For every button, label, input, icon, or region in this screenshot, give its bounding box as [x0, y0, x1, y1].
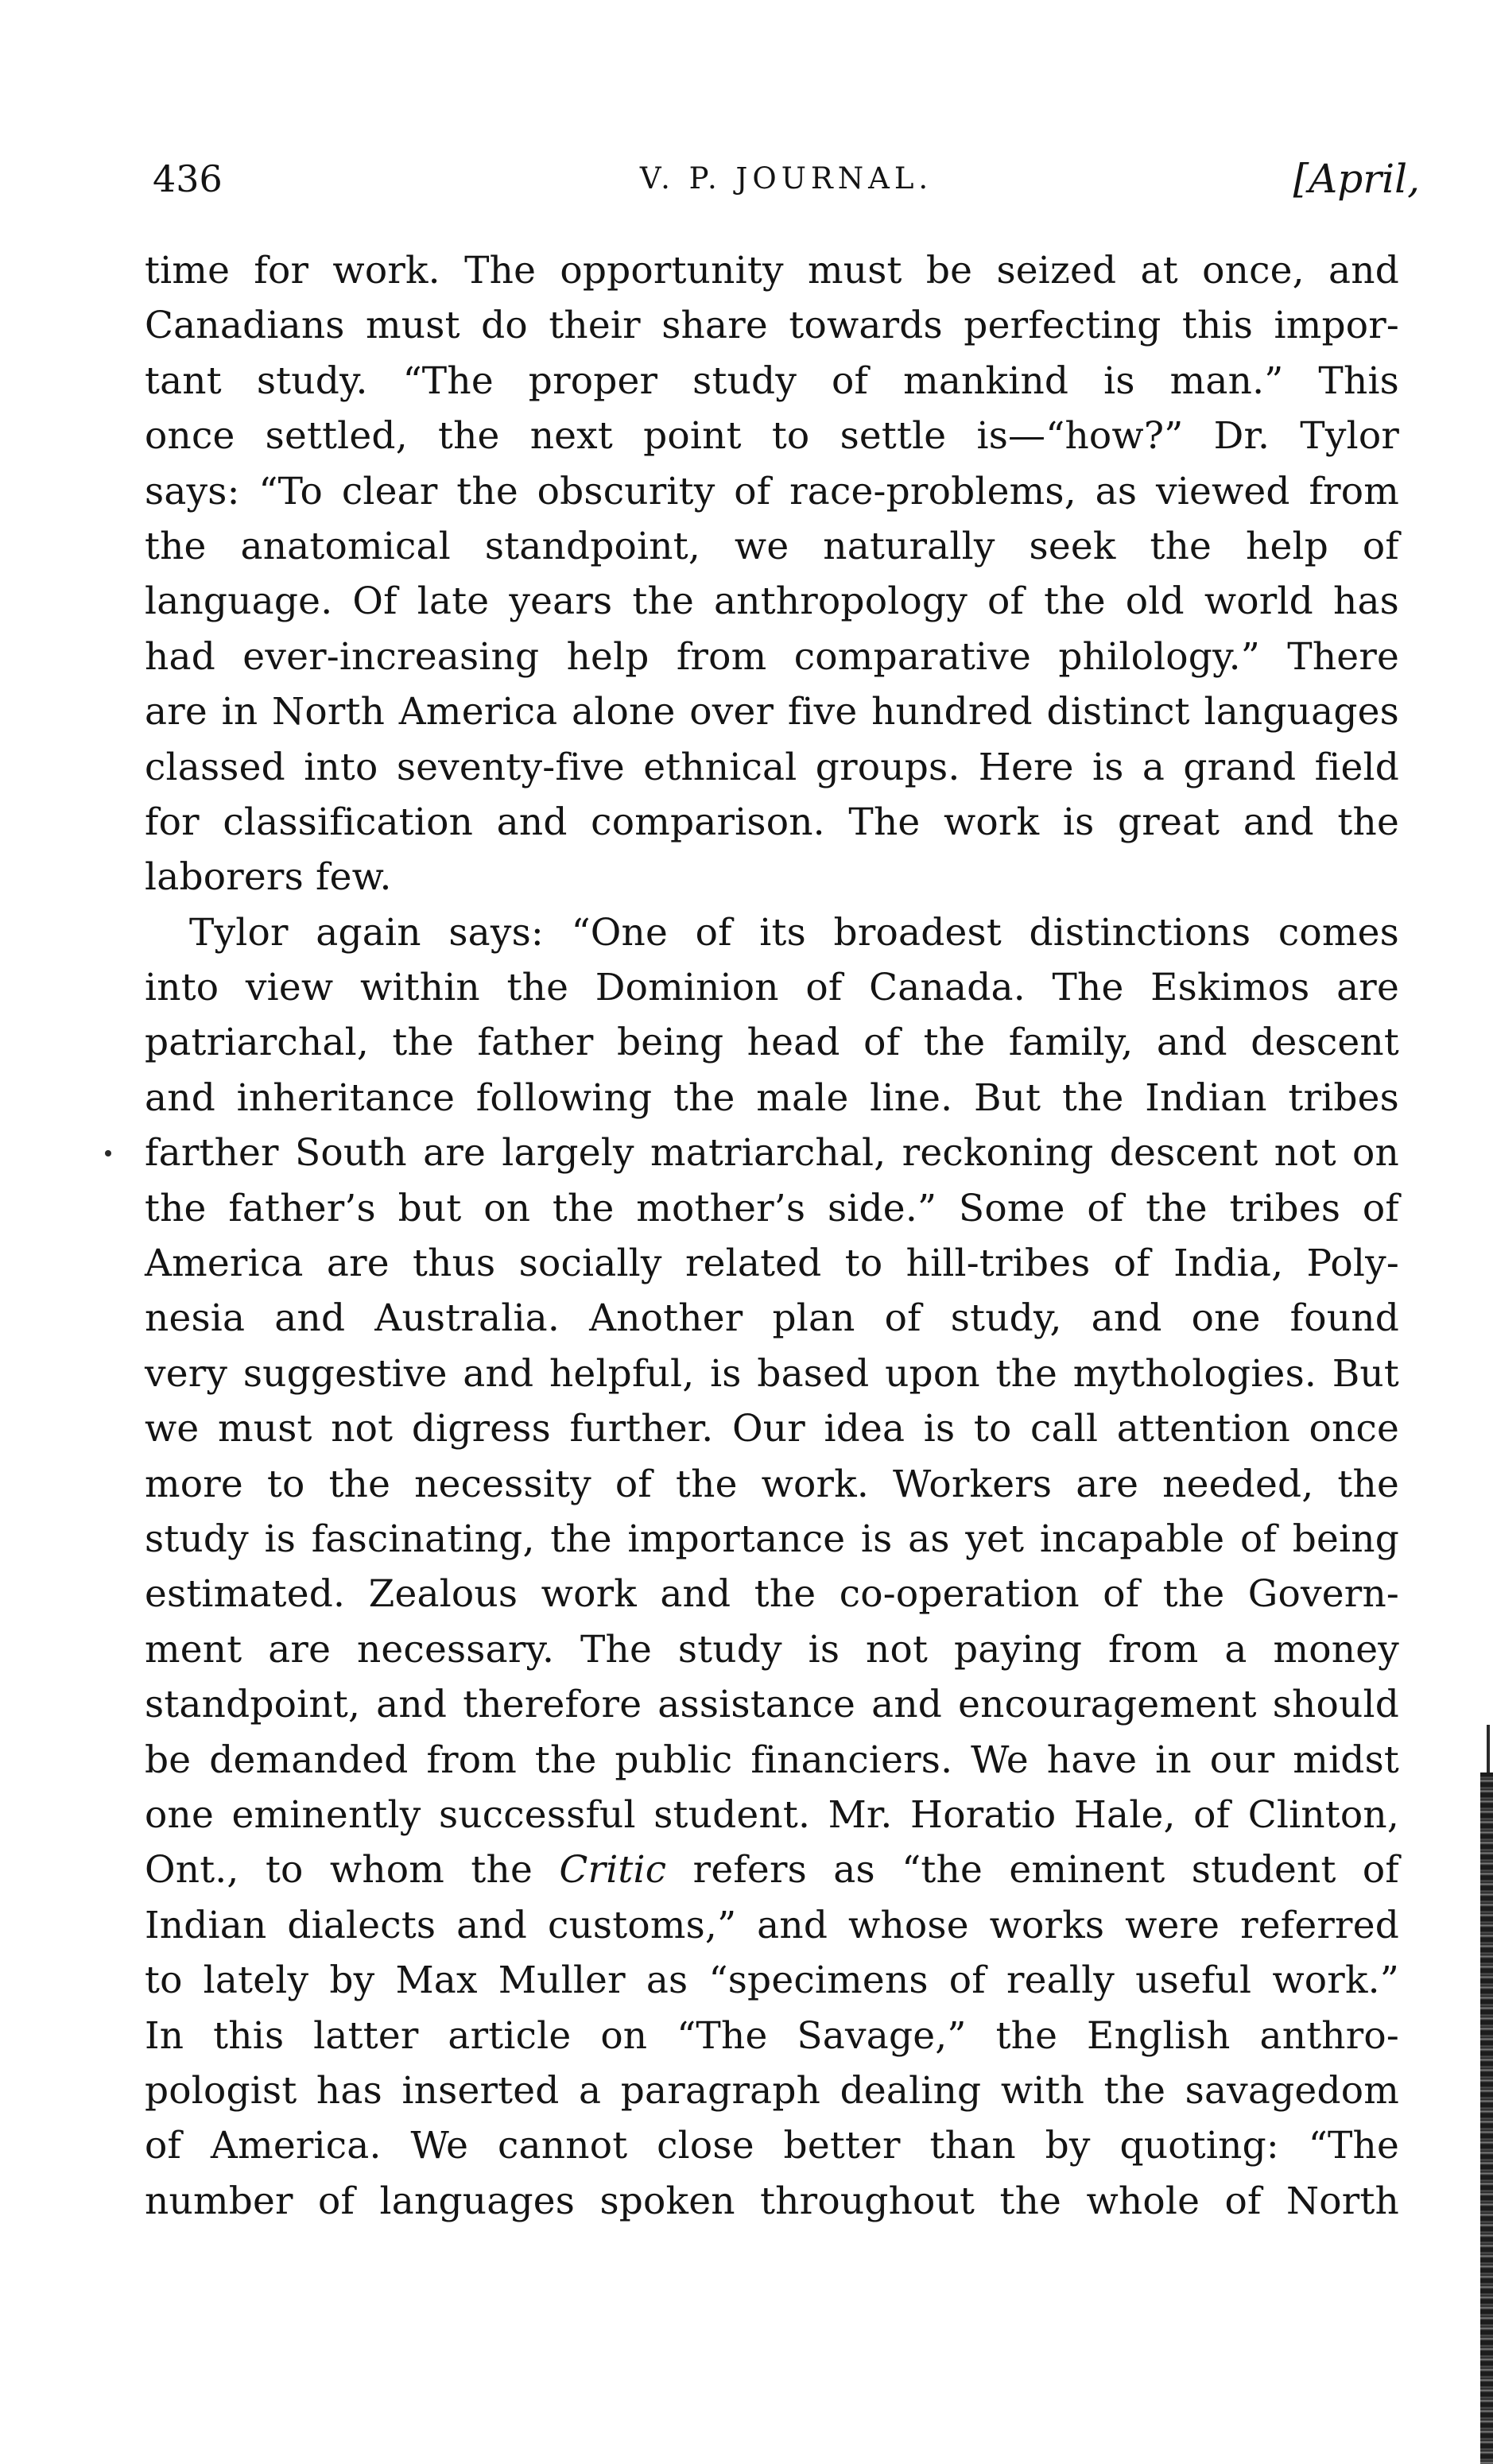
issue-month: [April,	[1293, 156, 1420, 202]
text-line: be demanded from the public financiers. We have in our midst	[145, 1738, 1399, 1782]
text-line: America are thus socially related to hill-tribes of India, Poly-	[145, 1242, 1399, 1286]
text-line: nesia and Australia. Another plan of study, and one found	[145, 1296, 1399, 1341]
journal-title: V. P. JOURNAL.	[639, 161, 933, 196]
text-line: very suggestive and helpful, is based upon the mythologies. But	[145, 1351, 1399, 1396]
margin-mark	[105, 1150, 111, 1156]
text-line: and inheritance following the male line. But the Indian tribes	[145, 1075, 1399, 1120]
line-text-before: Ont., to whom the	[145, 1848, 560, 1893]
text-line: farther South are largely matriarchal, reckoning descent not on	[145, 1131, 1399, 1176]
text-line: once settled, the next point to settle is—“how?” Dr. Tylor	[145, 414, 1399, 459]
scan-edge-shadow	[1480, 1772, 1493, 2464]
text-line: Indian dialects and customs,” and whose works were referred	[145, 1903, 1399, 1947]
body-text	[145, 243, 1399, 2229]
page-number: 436	[153, 157, 223, 200]
text-line: to lately by Max Muller as “specimens of really useful work.”	[145, 1958, 1399, 2003]
text-line: had ever-increasing help from comparative philology.” There	[145, 634, 1399, 679]
text-line: ment are necessary. The study is not paying from a money	[145, 1627, 1399, 1672]
italic-journal-name: Critic	[559, 1848, 667, 1893]
text-line-with-italic	[145, 1842, 1399, 1897]
text-line: language. Of late years the anthropology of the old world has	[145, 579, 1399, 624]
text-line: are in North America alone over five hundred distinct languages	[145, 690, 1399, 734]
text-line: pologist has inserted a paragraph dealing with the savagedom	[145, 2068, 1399, 2113]
text-line: into view within the Dominion of Canada. The Eskimos are	[145, 966, 1399, 1010]
text-line: of America. We cannot close better than by quoting: “The	[145, 2124, 1399, 2168]
running-head	[153, 151, 1420, 207]
text-line: classed into seventy-five ethnical groups. Here is a grand field	[145, 745, 1399, 789]
text-line: the father’s but on the mother’s side.” Some of the tribes of	[145, 1186, 1399, 1230]
text-line: tant study. “The proper study of mankind is man.” This	[145, 358, 1399, 403]
text-line: says: “To clear the obscurity of race-problems, as viewed from	[145, 469, 1399, 513]
text-line: Canadians must do their share towards perfecting this impor-	[145, 304, 1399, 348]
text-line: estimated. Zealous work and the co-operation of the Govern-	[145, 1572, 1399, 1617]
text-line: for classification and comparison. The work is great and the	[145, 800, 1399, 844]
text-line: one eminently successful student. Mr. Horatio Hale, of Clinton,	[145, 1792, 1399, 1837]
text-line: standpoint, and therefore assistance and encouragement should	[145, 1683, 1399, 1727]
text-line: we must not digress further. Our idea is to call attention once	[145, 1407, 1399, 1451]
paragraph-start-line: Tylor again says: “One of its broadest distinctions comes	[189, 910, 1399, 955]
text-line: more to the necessity of the work. Workers are needed, the	[145, 1462, 1399, 1506]
line-text-after: refers as “the eminent student of	[666, 1848, 1399, 1893]
text-line: patriarchal, the father being head of the family, and descent	[145, 1021, 1399, 1065]
paragraph-end-line: laborers few.	[145, 855, 392, 900]
text-line: time for work. The opportunity must be seized at once, and	[145, 249, 1399, 293]
text-line: the anatomical standpoint, we naturally seek the help of	[145, 524, 1399, 568]
text-line: study is fascinating, the importance is as yet incapable of being	[145, 1517, 1399, 1561]
text-line: In this latter article on “The Savage,” the English anthro-	[145, 2013, 1399, 2058]
text-line: number of languages spoken throughout the whole of North	[145, 2179, 1399, 2223]
